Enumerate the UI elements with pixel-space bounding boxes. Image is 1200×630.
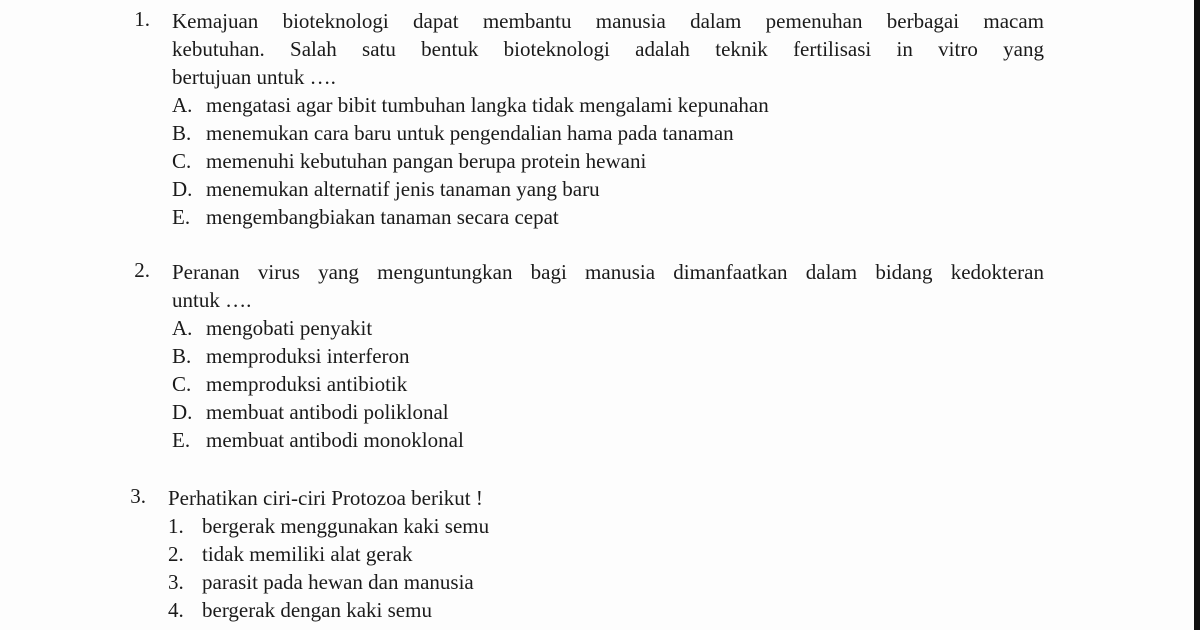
answer-option-a	[172, 91, 769, 119]
option-text: mengobati penyakit	[206, 316, 373, 340]
question-number: 1.	[134, 7, 150, 31]
page-edge-border	[1194, 0, 1200, 630]
question-text	[172, 258, 1044, 314]
option-text: membuat antibodi monoklonal	[206, 428, 464, 452]
option-text: membuat antibodi poliklonal	[206, 400, 449, 424]
question-text-line: Kemajuan bioteknologi dapat membantu manusia dalam pemenuhan berbagai macam	[172, 9, 1044, 33]
option-text: mengembangbiakan tanaman secara cepat	[206, 205, 559, 229]
question-text-line: Peranan virus yang menguntungkan bagi manusia dimanfaatkan dalam bidang kedokteran	[172, 260, 1044, 284]
option-text: menemukan alternatif jenis tanaman yang baru	[206, 177, 600, 201]
option-letter: C.	[172, 149, 192, 173]
option-text: parasit pada hewan dan manusia	[202, 570, 474, 594]
option-text: menemukan cara baru untuk pengendalian hama pada tanaman	[206, 121, 734, 145]
option-number: 2.	[168, 542, 184, 566]
question-text-line: untuk ….	[172, 288, 252, 312]
option-text: memenuhi kebutuhan pangan berupa protein hewani	[206, 149, 647, 173]
option-letter: A.	[172, 316, 193, 340]
option-letter: B.	[172, 121, 192, 145]
option-letter: A.	[172, 93, 193, 117]
option-number: 4.	[168, 598, 184, 622]
option-text: bergerak dengan kaki semu	[202, 598, 432, 622]
option-letter: D.	[172, 177, 193, 201]
answer-option-b	[172, 119, 769, 147]
answer-option-d	[172, 175, 769, 203]
list-item	[168, 540, 489, 568]
list-item	[168, 512, 489, 540]
option-text: tidak memiliki alat gerak	[202, 542, 413, 566]
option-text: bergerak menggunakan kaki semu	[202, 514, 490, 538]
option-text: memproduksi interferon	[206, 344, 410, 368]
option-letter: D.	[172, 400, 193, 424]
list-item	[168, 596, 489, 624]
answer-options	[168, 512, 489, 624]
question-number: 3.	[130, 484, 146, 508]
question-text-line: Perhatikan ciri-ciri Protozoa berikut !	[168, 486, 483, 510]
option-letter: E.	[172, 428, 191, 452]
answer-option-a	[172, 314, 464, 342]
question-text-line: bertujuan untuk ….	[172, 65, 336, 89]
question-text	[168, 484, 1040, 512]
option-letter: B.	[172, 344, 192, 368]
question-number: 2.	[134, 258, 150, 282]
option-text: mengatasi agar bibit tumbuhan langka tidak mengalami kepunahan	[206, 93, 769, 117]
question-text-line: kebutuhan. Salah satu bentuk bioteknologi adalah teknik fertilisasi in vitro yang	[172, 37, 1044, 61]
answer-option-e	[172, 203, 769, 231]
question-text	[172, 7, 1044, 91]
answer-option-c	[172, 147, 769, 175]
list-item	[168, 568, 489, 596]
option-letter: C.	[172, 372, 192, 396]
option-number: 1.	[168, 514, 184, 538]
option-letter: E.	[172, 205, 191, 229]
option-number: 3.	[168, 570, 184, 594]
answer-options	[172, 91, 769, 231]
answer-option-b	[172, 342, 464, 370]
answer-options	[172, 314, 464, 454]
answer-option-e	[172, 426, 464, 454]
answer-option-c	[172, 370, 464, 398]
answer-option-d	[172, 398, 464, 426]
option-text: memproduksi antibiotik	[206, 372, 408, 396]
